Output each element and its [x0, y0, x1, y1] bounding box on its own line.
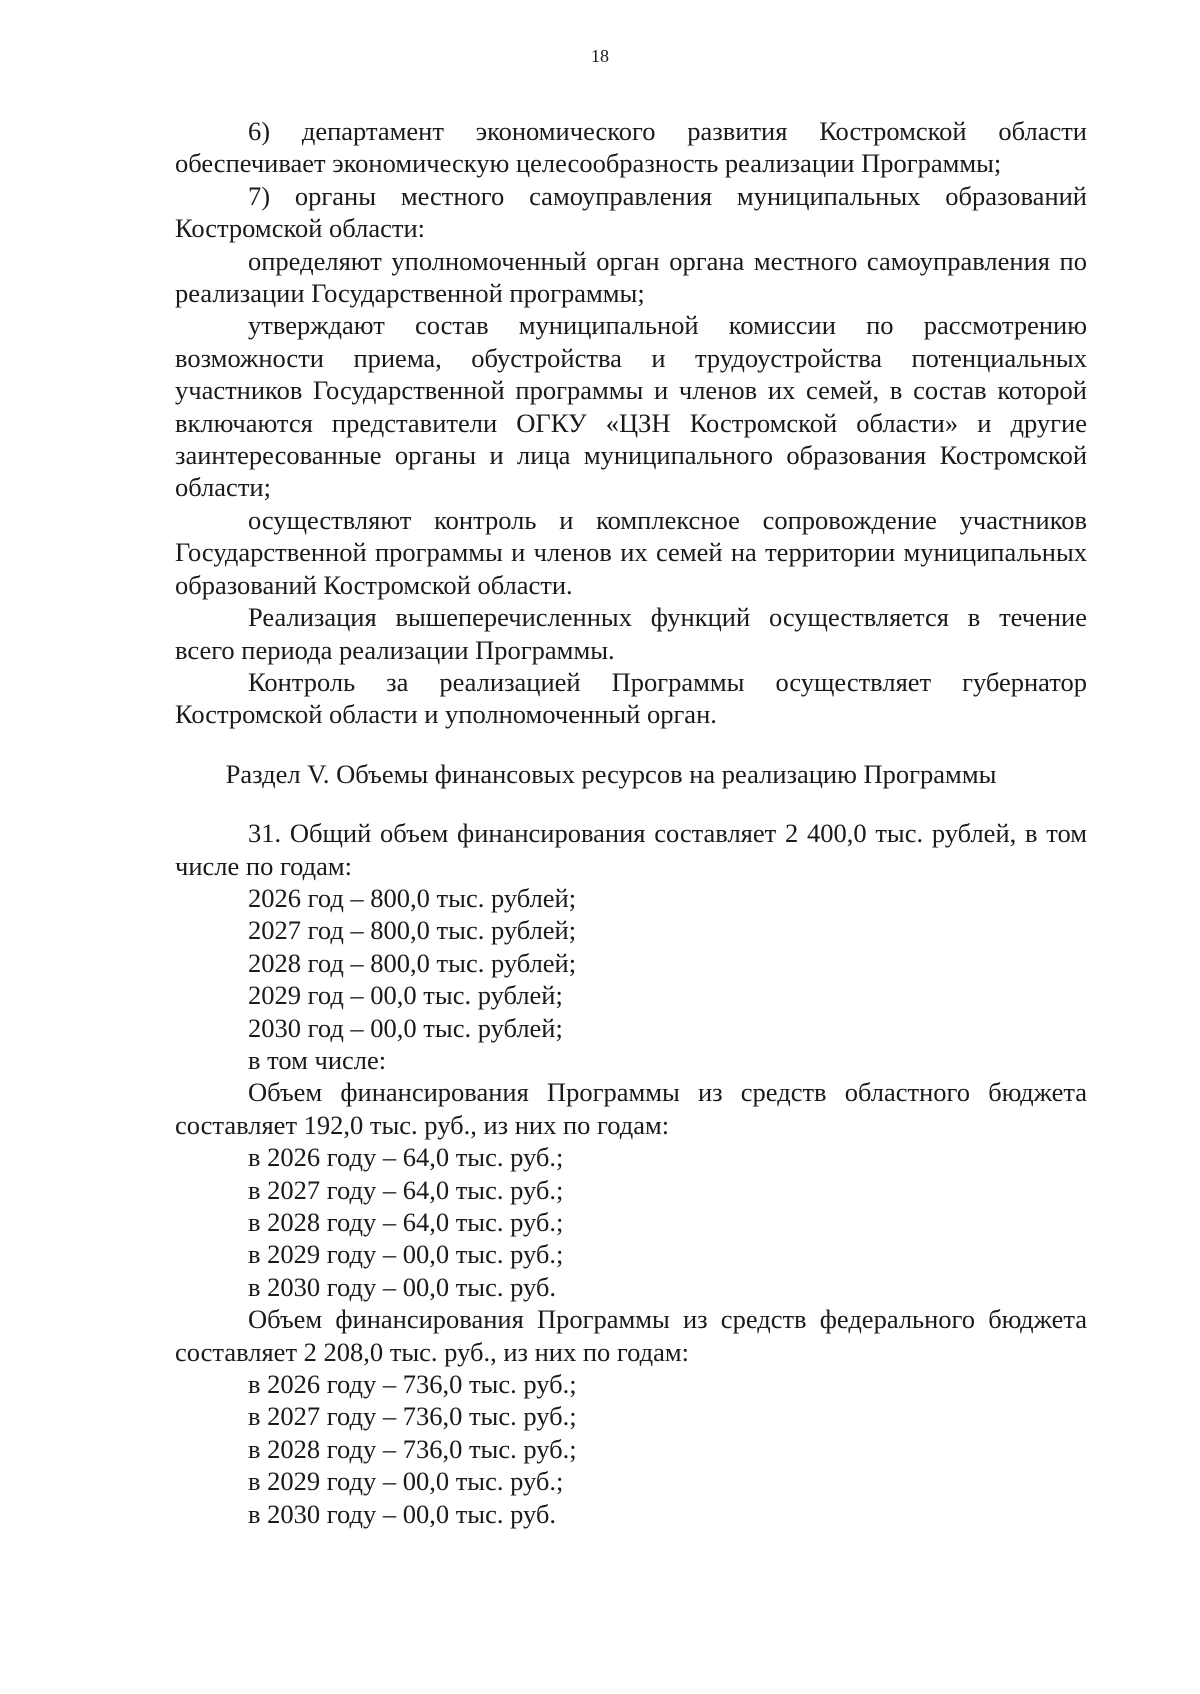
federal-year-2028: в 2028 году – 736,0 тыс. руб.;	[248, 1433, 577, 1464]
regional-year-2026: в 2026 году – 64,0 тыс. руб.;	[248, 1142, 564, 1173]
paragraph-total-financing: 31. Общий объем финансирования составляет 2 400,0 тыс. рублей, в том числе по годам:	[175, 818, 1087, 881]
regional-year-2030: в 2030 году – 00,0 тыс. руб.	[248, 1271, 556, 1302]
paragraph-control-support: осуществляют контроль и комплексное сопровождение участников Государственной программы и членов их семей на территории муниципальных образований Костромской области.	[175, 504, 1087, 600]
paragraph-functions-period: Реализация вышеперечисленных функций осуществляется в течение всего периода реализации Программы.	[175, 602, 1087, 665]
federal-year-2030: в 2030 году – 00,0 тыс. руб.	[248, 1498, 556, 1529]
total-year-2027: 2027 год – 800,0 тыс. рублей;	[248, 915, 577, 946]
federal-year-2029: в 2029 году – 00,0 тыс. руб.;	[248, 1466, 564, 1497]
including-label: в том числе:	[248, 1044, 387, 1075]
regional-year-2029: в 2029 году – 00,0 тыс. руб.;	[248, 1239, 564, 1270]
regional-year-2027: в 2027 году – 64,0 тыс. руб.;	[248, 1174, 564, 1205]
paragraph-item-7: 7) органы местного самоуправления муниципальных образований Костромской области:	[175, 180, 1087, 244]
paragraph-program-control: Контроль за реализацией Программы осуществляет губернатор Костромской области и уполномоченный орган.	[175, 666, 1087, 730]
paragraph-item-6: 6) департамент экономического развития Костромской области обеспечивает экономическую целесообразность реализации Программы;	[175, 116, 1087, 179]
total-year-2030: 2030 год – 00,0 тыс. рублей;	[248, 1012, 563, 1043]
total-year-2026: 2026 год – 800,0 тыс. рублей;	[248, 882, 577, 913]
document-body	[175, 115, 1087, 1530]
paragraph-approve-commission: утверждают состав муниципальной комиссии по рассмотрению возможности приема, обустройства и трудоустройства потенциальных участников Государственной программы и членов их семей, в состав которой включаются представители ОГКУ «ЦЗН Костромской области» и другие заинтересованные органы и лица муниципального образования Костромской области;	[175, 310, 1087, 503]
federal-year-2027: в 2027 году – 736,0 тыс. руб.;	[248, 1401, 577, 1432]
paragraph-federal-budget: Объем финансирования Программы из средств федерального бюджета составляет 2 208,0 тыс. руб., из них по годам:	[175, 1304, 1087, 1367]
total-year-2028: 2028 год – 800,0 тыс. рублей;	[248, 947, 577, 978]
regional-year-2028: в 2028 году – 64,0 тыс. руб.;	[248, 1207, 564, 1237]
paragraph-determine-authority: определяют уполномоченный орган органа местного самоуправления по реализации Государственной программы;	[175, 245, 1087, 309]
section-v-heading: Раздел V. Объемы финансовых ресурсов на реализацию Программы	[225, 758, 997, 789]
total-year-2029: 2029 год – 00,0 тыс. рублей;	[248, 980, 563, 1011]
paragraph-regional-budget: Объем финансирования Программы из средств областного бюджета составляет 192,0 тыс. руб., из них по годам:	[175, 1077, 1087, 1140]
page-number: 18	[591, 46, 609, 66]
federal-year-2026: в 2026 году – 736,0 тыс. руб.;	[248, 1369, 577, 1400]
